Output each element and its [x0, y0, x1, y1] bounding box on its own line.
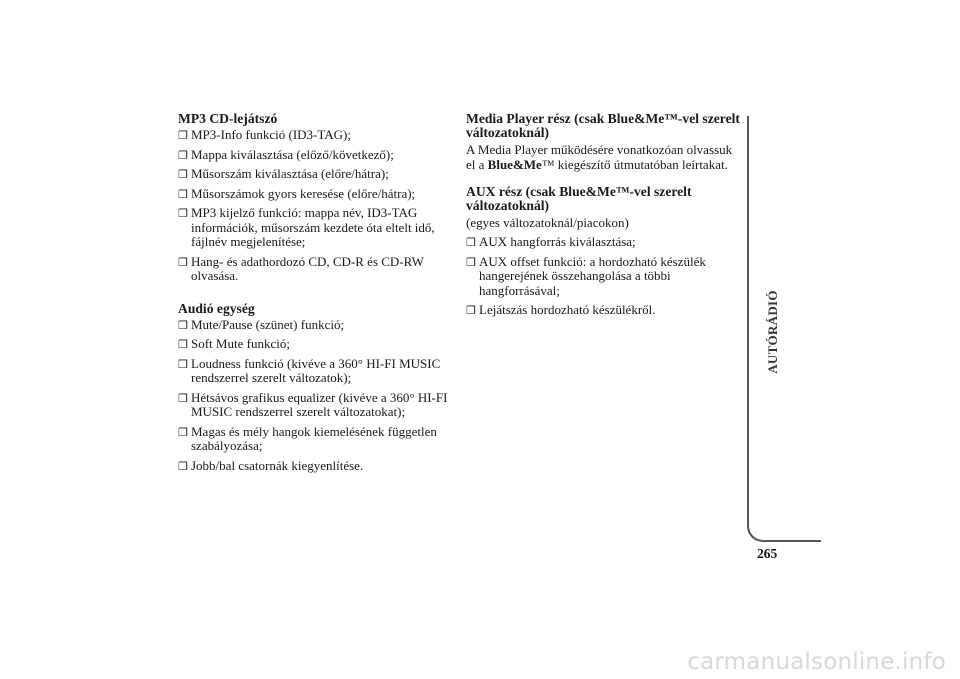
section-heading-audio: Audió egység [178, 300, 255, 316]
section-heading-aux: AUX rész (csak Blue&Me™-vel szerelt változatoknál) [466, 184, 692, 213]
checkbox-bullet-icon: ❒ [178, 392, 188, 405]
list-item: ❒ Lejátszás hordozható készülékről. [466, 302, 656, 317]
list-item: ❒ Soft Mute funkció; [178, 336, 290, 351]
checkbox-bullet-icon: ❒ [178, 460, 188, 473]
checkbox-bullet-icon: ❒ [466, 305, 476, 317]
checkbox-bullet-icon: ❒ [178, 169, 188, 181]
checkbox-bullet-icon: ❒ [178, 339, 188, 351]
checkbox-bullet-icon: ❒ [178, 188, 188, 201]
mp3-feature-list [178, 128, 453, 284]
list-item: ❒ Hang- és adathordozó CD, CD-R és CD-RW olvasása. [178, 253, 424, 283]
watermark: carmanualsonline.info [687, 649, 946, 675]
list-item: ❒ Magas és mély hangok kiemelésének független szabályozása; [178, 423, 437, 453]
list-item: ❒ AUX hangforrás kiválasztása; [466, 234, 636, 249]
list-item: ❒ Műsorszámok gyors keresése (előre/hátra); [178, 185, 416, 201]
aux-feature-list [466, 235, 741, 318]
section-heading-media-player: Media Player rész (csak Blue&Me™-vel szerelt változatoknál) [466, 111, 740, 140]
section-heading-mp3: MP3 CD-lejátszó [178, 111, 278, 126]
right-column [466, 112, 741, 323]
checkbox-bullet-icon: ❒ [178, 358, 188, 371]
blue-and-me-brand: Blue&Me [487, 157, 542, 172]
checkbox-bullet-icon: ❒ [178, 149, 188, 162]
list-item: ❒ Mute/Pause (szünet) funkció; [178, 316, 345, 332]
chapter-label: AUTÓRÁDIÓ [765, 290, 780, 374]
list-item: ❒ Loudness funkció (kivéve a 360° HI-FI MUSIC rendszerrel szerelt változatok); [178, 355, 441, 385]
list-item: ❒ Hétsávos grafikus equalizer (kivéve a 360° HI-FI MUSIC rendszerrel szerelt változatokat); [178, 389, 448, 419]
checkbox-bullet-icon: ❒ [178, 208, 188, 220]
chapter-frame [747, 116, 821, 542]
media-player-paragraph: A Media Player működésére vonatkozóan olvassuk el a Blue&Me™ kiegészítő útmutatóban leírtakat. [466, 142, 733, 172]
checkbox-bullet-icon: ❒ [178, 256, 188, 269]
audio-feature-list [178, 318, 453, 474]
list-item: ❒ Mappa kiválasztása (előző/következő); [178, 146, 394, 162]
list-item: ❒ Műsorszám kiválasztása (előre/hátra); [178, 166, 389, 181]
checkbox-bullet-icon: ❒ [178, 426, 188, 439]
list-item: ❒ MP3-Info funkció (ID3-TAG); [178, 127, 351, 142]
left-column [178, 112, 453, 478]
list-item: ❒ MP3 kijelző funkció: mappa név, ID3-TAG információk, műsorszám kezdete óta eltelt idő, fájlnév megjelenítése; [178, 205, 435, 249]
list-item: ❒ AUX offset funkció: a hordozható készülék hangerejének összehangolása a többi hangforrásával; [466, 253, 706, 298]
aux-subtitle: (egyes változatoknál/piacokon) [466, 215, 629, 230]
checkbox-bullet-icon: ❒ [466, 237, 476, 249]
checkbox-bullet-icon: ❒ [178, 319, 188, 332]
checkbox-bullet-icon: ❒ [466, 256, 476, 269]
list-item: ❒ Jobb/bal csatornák kiegyenlítése. [178, 457, 364, 473]
checkbox-bullet-icon: ❒ [178, 130, 188, 142]
page-number: 265 [757, 546, 778, 561]
